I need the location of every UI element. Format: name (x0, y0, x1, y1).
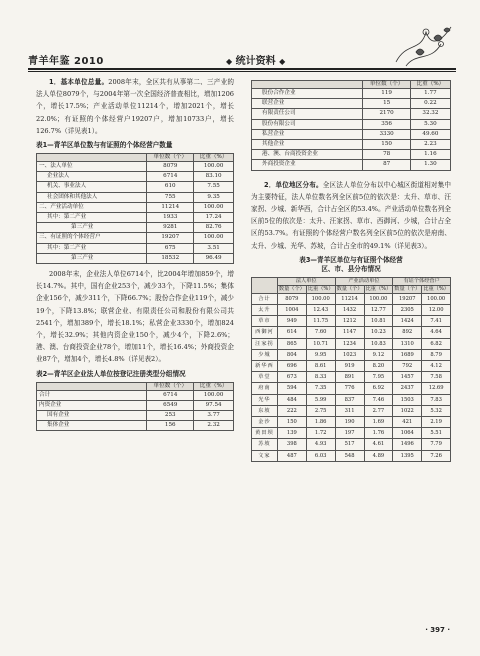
diamond-icon: ◆ (279, 57, 286, 66)
table-row (37, 182, 234, 192)
row-label: 二、产业活动单位 (37, 202, 147, 212)
row-label: 三、有证照的个体经营户 (37, 233, 147, 243)
row-value: 1.86 (306, 417, 335, 428)
row-label: 有限责任公司 (252, 109, 363, 119)
row-value: 919 (335, 361, 364, 372)
header-rule (28, 68, 456, 70)
row-value: 614 (277, 327, 306, 338)
row-label: 内资企业 (37, 400, 147, 410)
table-row (252, 439, 451, 450)
paragraph-lead: 1．基本单位总量。 (49, 78, 109, 86)
row-count: 2170 (363, 109, 410, 119)
row-count: 78 (363, 150, 410, 160)
row-count: 675 (147, 243, 194, 253)
row-value: 4.89 (364, 450, 393, 461)
row-region: 金沙 (252, 417, 278, 428)
table-row (252, 372, 451, 383)
row-region: 汪家拐 (252, 338, 278, 349)
row-label: 私营企业 (252, 129, 363, 139)
diamond-icon: ◆ (226, 57, 233, 66)
row-value: 7.35 (306, 383, 335, 394)
row-count: 11214 (147, 202, 194, 212)
table-header-pct: 比重（%） (194, 154, 234, 162)
table-row (252, 383, 451, 394)
row-region: 草市 (252, 316, 278, 327)
row-value: 1004 (277, 305, 306, 316)
row-count: 15 (363, 99, 410, 109)
row-value: 2.19 (422, 417, 451, 428)
paragraph-text: 全区法人单位分布以中心城区街道相对集中为主要特征，法人单位数名列全区前5位的依次是：太升、草市、汪家拐、少城、新华西，合计占全区的53.4%。产业活动单位数名列全区前5位的依次是：太升、汪家拐、草市、西御河、少城，合计占全区的53.7%。有证照的个体经营户数名列全区前5位的依次是府南、太升、少城、光华、苏坡，合计占全市的49.1%（详见表3）。 (251, 180, 451, 250)
table3 (251, 277, 451, 462)
row-value: 1064 (393, 428, 422, 439)
paragraph-enterprise: 2008年末，企业法人单位6714个，比2004年增加859个，增长14.7%。其中，国有企业253个，减少33个，下降11.5%；集体企业156个，减少311个，下降66.7%；股份合作企业119个，减少19个，下降13.8%；联营企业、有限责任公司和股份有限公司共2541个，增加389个，增长18.1%；私营企业3330个，增加824个，增长32.9%；其他内资企业150个，减少4个，下降2.6%；港、澳、台商投资企业78个，增加11个，增长16.4%；外商投资企业87个，增加4个，增长4.8%（详见表2）。 (36, 270, 234, 364)
row-value: 8.61 (306, 361, 335, 372)
row-value: 594 (277, 383, 306, 394)
row-value: 7.46 (364, 394, 393, 405)
table-row (252, 417, 451, 428)
table-row (37, 421, 234, 431)
row-value: 696 (277, 361, 306, 372)
table-header-count: 单位数（个） (147, 154, 194, 162)
table-row (252, 349, 451, 360)
row-value: 7.41 (422, 316, 451, 327)
table-subheader-row (252, 285, 451, 293)
row-label: 股份合作企业 (252, 89, 363, 99)
row-value: 484 (277, 394, 306, 405)
row-region: 苏坡 (252, 439, 278, 450)
table-row (252, 293, 451, 304)
section-label: 统计资料 (235, 56, 276, 67)
row-value: 6.82 (422, 338, 451, 349)
row-count: 253 (147, 411, 194, 421)
row-value: 892 (393, 327, 422, 338)
table2 (36, 382, 234, 432)
table2-caption: 表2—青羊区企业法人单位按登记注册类型分组情况 (36, 369, 186, 378)
row-value: 891 (335, 372, 364, 383)
row-pct: 100.00 (194, 162, 234, 172)
row-value: 7.60 (306, 327, 335, 338)
row-value: 517 (335, 439, 364, 450)
table-header-row (37, 382, 234, 390)
row-value: 7.26 (422, 450, 451, 461)
table3-caption (251, 256, 451, 274)
yearbook-title: 青羊年鉴 2010 (28, 56, 104, 67)
row-count: 150 (363, 140, 410, 150)
table-row (37, 202, 234, 212)
row-value: 9.12 (364, 349, 393, 360)
table-row (252, 450, 451, 461)
row-value: 222 (277, 405, 306, 416)
header-rule-thin (28, 71, 456, 72)
row-count: 8079 (147, 162, 194, 172)
table-row (252, 316, 451, 327)
row-value: 1.69 (364, 417, 393, 428)
table-header-count: 单位数（个） (363, 81, 410, 89)
row-count: 6714 (147, 390, 194, 400)
row-value: 10.23 (364, 327, 393, 338)
row-value: 6.03 (306, 450, 335, 461)
table-subheader-pct: 比重（%） (307, 285, 334, 292)
table-row (37, 172, 234, 182)
row-value: 8079 (277, 293, 306, 304)
row-value: 8.33 (306, 372, 335, 383)
page-number: · 397 · (425, 626, 450, 634)
row-value: 12.77 (364, 305, 393, 316)
row-region: 合计 (252, 293, 278, 304)
row-value: 1457 (393, 372, 422, 383)
row-value: 949 (277, 316, 306, 327)
table-subheader-count: 数量（个） (278, 285, 305, 292)
row-label: 国有企业 (37, 411, 147, 421)
row-region: 府南 (252, 383, 278, 394)
row-value: 2.77 (364, 405, 393, 416)
row-count: 19207 (147, 233, 194, 243)
row-pct: 100.00 (194, 202, 234, 212)
row-pct: 96.49 (194, 253, 234, 263)
table-header-blank (252, 81, 363, 89)
table-header-row (37, 154, 234, 162)
row-value: 311 (335, 405, 364, 416)
row-value: 12.00 (422, 305, 451, 316)
row-label: 联营企业 (252, 99, 363, 109)
table-subheader-pct: 比重（%） (365, 285, 392, 292)
row-label: 港、澳、台商投资企业 (252, 150, 363, 160)
row-region: 少城 (252, 349, 278, 360)
table-row (37, 233, 234, 243)
row-count: 356 (363, 119, 410, 129)
row-count: 755 (147, 192, 194, 202)
paragraph-distribution (251, 179, 451, 252)
table-row (37, 390, 234, 400)
row-pct: 49.60 (410, 129, 450, 139)
row-value: 139 (277, 428, 306, 439)
row-value: 150 (277, 417, 306, 428)
row-pct: 1.30 (410, 160, 450, 170)
row-label: 一、法人单位 (37, 162, 147, 172)
row-region: 文家 (252, 450, 278, 461)
row-pct: 83.10 (194, 172, 234, 182)
row-region: 黄田坝 (252, 428, 278, 439)
right-column (251, 80, 451, 462)
table3-caption-line1: 表3—青羊区单位与有证照个体经营 (299, 255, 403, 264)
table-subheader-pct: 比重（%） (423, 285, 449, 292)
row-pct: 17.24 (194, 213, 234, 223)
row-value: 4.61 (364, 439, 393, 450)
row-value: 7.58 (422, 372, 451, 383)
row-value: 10.71 (306, 338, 335, 349)
row-count: 3330 (363, 129, 410, 139)
row-value: 5.32 (422, 405, 451, 416)
table-row (37, 400, 234, 410)
row-value: 12.69 (422, 383, 451, 394)
table-header-blank (37, 154, 147, 162)
row-pct: 1.77 (410, 89, 450, 99)
table-row (252, 119, 451, 129)
row-value: 1.72 (306, 428, 335, 439)
row-value: 4.64 (422, 327, 451, 338)
row-count: 610 (147, 182, 194, 192)
table-header-row (252, 277, 451, 285)
row-value: 1212 (335, 316, 364, 327)
row-value: 100.00 (306, 293, 335, 304)
row-pct: 3.77 (194, 411, 234, 421)
row-value: 9.95 (306, 349, 335, 360)
row-value: 7.95 (364, 372, 393, 383)
row-value: 6.92 (364, 383, 393, 394)
table-row (252, 361, 451, 372)
row-pct: 1.16 (410, 150, 450, 160)
row-value: 2.75 (306, 405, 335, 416)
row-region: 新华西 (252, 361, 278, 372)
row-count: 9281 (147, 223, 194, 233)
table-row (252, 428, 451, 439)
row-label: 社会团体和其他法人 (37, 192, 147, 202)
row-count: 6549 (147, 400, 194, 410)
row-value: 804 (277, 349, 306, 360)
table-row (37, 192, 234, 202)
row-count: 18532 (147, 253, 194, 263)
row-value: 7.83 (422, 394, 451, 405)
table3-caption-line2: 区、市、县分布情况 (321, 264, 381, 273)
table1-caption: 表1—青羊区单位数与有证照的个体经营户数量 (36, 141, 173, 150)
row-pct: 97.54 (194, 400, 234, 410)
row-pct: 3.51 (194, 243, 234, 253)
row-value: 10.83 (364, 338, 393, 349)
row-value: 1023 (335, 349, 364, 360)
row-value: 4.93 (306, 439, 335, 450)
table-row (252, 89, 451, 99)
row-pct: 5.30 (410, 119, 450, 129)
row-value: 1503 (393, 394, 422, 405)
row-value: 487 (277, 450, 306, 461)
row-value: 865 (277, 338, 306, 349)
table-row (252, 129, 451, 139)
row-count: 6714 (147, 172, 194, 182)
row-value: 1.76 (364, 428, 393, 439)
row-count: 87 (363, 160, 410, 170)
row-label: 外商投资企业 (252, 160, 363, 170)
row-value: 4.12 (422, 361, 451, 372)
row-value: 8.79 (422, 349, 451, 360)
row-value: 11.75 (306, 316, 335, 327)
row-pct: 100.00 (194, 233, 234, 243)
row-value: 197 (335, 428, 364, 439)
row-label: 其中：第二产业 (37, 243, 147, 253)
row-value: 1234 (335, 338, 364, 349)
row-value: 1310 (393, 338, 422, 349)
row-value: 776 (335, 383, 364, 394)
row-label: 机关、事业法人 (37, 182, 147, 192)
row-label: 第三产业 (37, 253, 147, 263)
table-header-blank (37, 382, 147, 390)
table-row (37, 162, 234, 172)
table-subheader-count: 数量（个） (336, 285, 363, 292)
row-pct: 100.00 (194, 390, 234, 400)
table-header-activity-units: 产业活动单位 (335, 277, 393, 285)
left-column (36, 76, 234, 431)
table-row (37, 213, 234, 223)
row-label: 企业法人 (37, 172, 147, 182)
row-label: 合计 (37, 390, 147, 400)
row-pct: 7.55 (194, 182, 234, 192)
row-value: 19207 (393, 293, 422, 304)
table1 (36, 153, 234, 264)
row-value: 8.20 (364, 361, 393, 372)
row-value: 792 (393, 361, 422, 372)
row-value: 10.81 (364, 316, 393, 327)
row-pct: 2.23 (410, 140, 450, 150)
table-row (252, 140, 451, 150)
table-header-row (252, 81, 451, 89)
table-row (252, 394, 451, 405)
table-header-legal-units: 法人单位 (277, 277, 335, 285)
row-value: 5.51 (422, 428, 451, 439)
table-row (37, 243, 234, 253)
row-value: 1424 (393, 316, 422, 327)
row-pct: 9.35 (194, 192, 234, 202)
row-value: 1432 (335, 305, 364, 316)
row-count: 119 (363, 89, 410, 99)
row-region: 光华 (252, 394, 278, 405)
row-region: 草堂 (252, 372, 278, 383)
row-region: 东坡 (252, 405, 278, 416)
row-value: 11214 (335, 293, 364, 304)
row-value: 100.00 (364, 293, 393, 304)
row-value: 100.00 (422, 293, 451, 304)
row-region: 太升 (252, 305, 278, 316)
row-value: 837 (335, 394, 364, 405)
row-pct: 82.76 (194, 223, 234, 233)
row-label: 第三产业 (37, 223, 147, 233)
table-row (37, 223, 234, 233)
floral-ornament-icon (386, 22, 456, 70)
table-subheader-count: 数量（个） (394, 285, 421, 292)
table-row (252, 327, 451, 338)
table-row (252, 338, 451, 349)
table-row (252, 405, 451, 416)
table-row (37, 411, 234, 421)
row-count: 156 (147, 421, 194, 431)
row-pct: 0.22 (410, 99, 450, 109)
row-value: 5.99 (306, 394, 335, 405)
table-row (252, 109, 451, 119)
row-value: 1689 (393, 349, 422, 360)
row-value: 548 (335, 450, 364, 461)
row-value: 1022 (393, 405, 422, 416)
table-row (37, 253, 234, 263)
section-title (226, 52, 285, 67)
row-value: 673 (277, 372, 306, 383)
row-value: 2437 (393, 383, 422, 394)
paragraph-text: 2008年末，全区共有从事第二、三产业的法人单位8079个，与2004年第一次全国经济普查相比，增加1206个，增长17.5%；产业活动单位11214个，增加2021个，增长22.0%；有证照的个体经营户19207户，增加10733户，增长126.7%（详见表1）。 (36, 78, 235, 135)
table-header-individual: 有证个体经营户 (393, 277, 451, 285)
row-value: 421 (393, 417, 422, 428)
row-label: 其他企业 (252, 140, 363, 150)
table-row (252, 99, 451, 109)
row-value: 12.43 (306, 305, 335, 316)
row-label: 其中：第二产业 (37, 213, 147, 223)
row-value: 190 (335, 417, 364, 428)
row-pct: 2.32 (194, 421, 234, 431)
table-row (252, 150, 451, 160)
row-label: 股份有限公司 (252, 119, 363, 129)
row-count: 1933 (147, 213, 194, 223)
table-row (252, 305, 451, 316)
paragraph-lead: 2．单位地区分布。 (264, 180, 323, 189)
table-header-pct: 比重（%） (194, 382, 234, 390)
table-row (252, 160, 451, 170)
table-header-blank (252, 277, 278, 293)
row-label: 集体企业 (37, 421, 147, 431)
table2-continued (251, 80, 451, 171)
row-value: 1147 (335, 327, 364, 338)
row-value: 7.79 (422, 439, 451, 450)
row-value: 2305 (393, 305, 422, 316)
table-header-count: 单位数（个） (147, 382, 194, 390)
row-value: 398 (277, 439, 306, 450)
row-region: 西御河 (252, 327, 278, 338)
row-value: 1496 (393, 439, 422, 450)
row-value: 1395 (393, 450, 422, 461)
table-header-pct: 比重（%） (410, 81, 450, 89)
paragraph-unit-total (36, 76, 234, 137)
row-pct: 32.32 (410, 109, 450, 119)
